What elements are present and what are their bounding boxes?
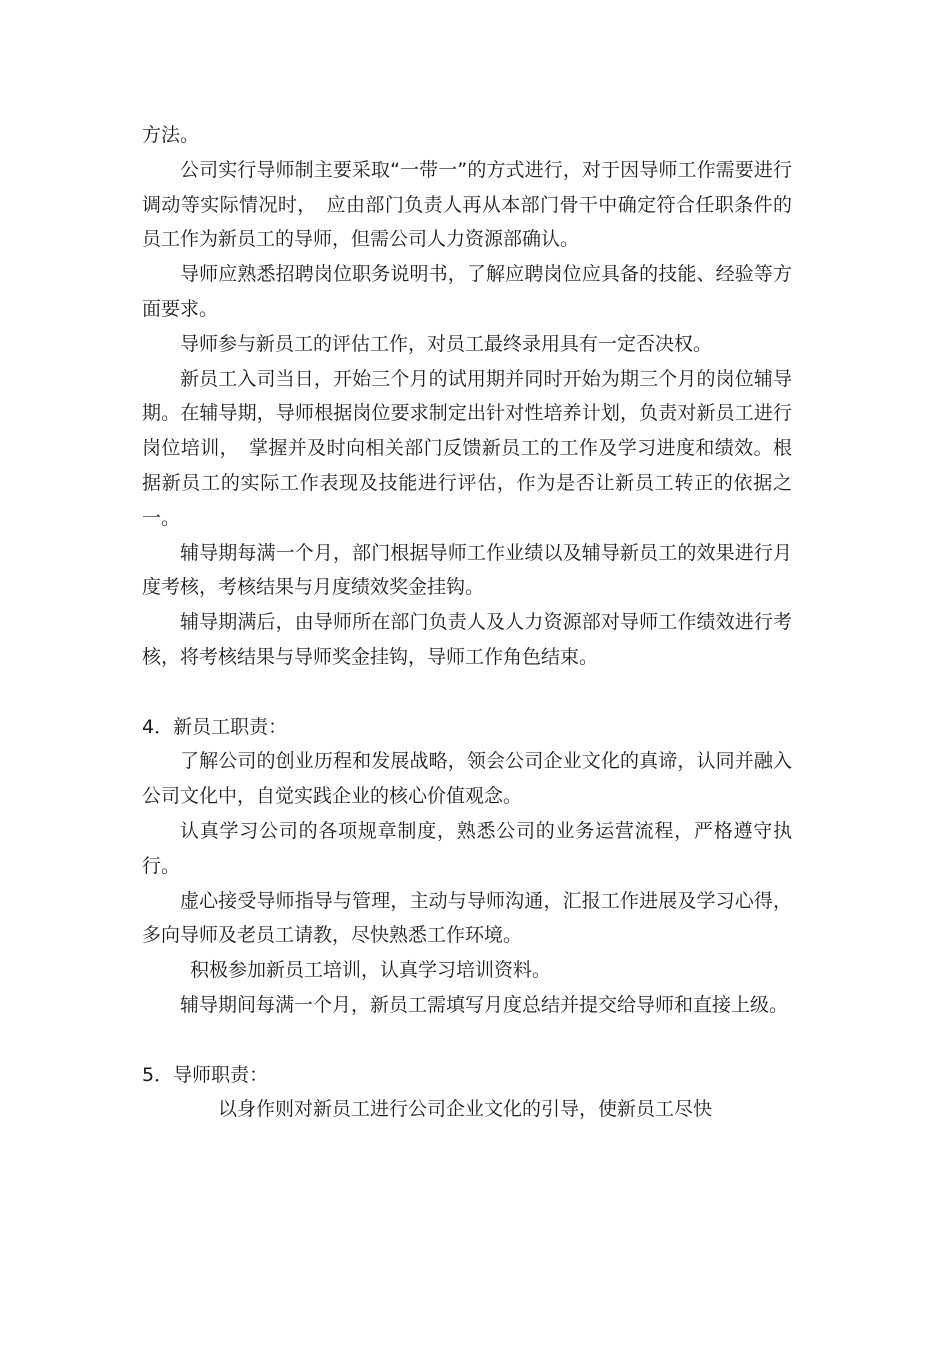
paragraph-culture: 了解公司的创业历程和发展战略，领会公司企业文化的真谛，认同并融入公司文化中，自觉实践企业的核心价值观念。 [142,750,792,808]
paragraph-monthly-summary: 辅导期间每满一个月，新员工需填写月度总结并提交给导师和直接上级。 [180,993,789,1016]
paragraph-continuation: 方法。 [142,124,200,146]
paragraph-final-assessment: 辅导期满后，由导师所在部门负责人及人力资源部对导师工作绩效进行考核，将考核结果与导师奖金挂钩，导师工作角色结束。 [142,611,792,668]
paragraph-mentor-knowledge: 导师应熟悉招聘岗位职务说明书，了解应聘岗位应具备的技能、经验等方面要求。 [142,263,792,320]
document-body [142,118,792,1127]
paragraph-monthly-assessment: 辅导期每满一个月，部门根据导师工作业绩以及辅导新员工的效果进行月度考核，考核结果与月度绩效奖金挂钩。 [142,541,792,599]
paragraph-mentor-system: 公司实行导师制主要采取“一带一”的方式进行，对于因导师工作需要进行调动等实际情况时， 应由部门负责人再从本部门骨干中确定符合任职条件的员工作为新员工的导师，但需公司人力资源部确认。 [142,158,792,251]
paragraph-training: 积极参加新员工培训，认真学习培训资料。 [190,959,552,982]
paragraph-mentor-evaluation: 导师参与新员工的评估工作，对员工最终录用具有一定否决权。 [180,332,713,355]
paragraph-lead-by-example: 以身作则对新员工进行公司企业文化的引导，使新员工尽快 [218,1098,713,1121]
section-heading-mentor-duties: 5．导师职责： [142,1063,269,1086]
paragraph-regulations: 认真学习公司的各项规章制度，熟悉公司的业务运营流程，严格遵守执行。 [142,819,792,877]
section-heading-new-employee-duties: 4．新员工职责： [142,715,288,738]
paragraph-probation: 新员工入司当日，开始三个月的试用期并同时开始为期三个月的岗位辅导期。在辅导期，导师根据岗位要求制定出针对性培养计划，负责对新员工进行岗位培训， 掌握并及时向相关部门反馈新员工的工作及学习进度和绩效。根据新员工的实际工作表现及技能进行评估，作为是否让新员工转正的依据之一。 [142,367,792,529]
paragraph-guidance: 虚心接受导师指导与管理，主动与导师沟通，汇报工作进展及学习心得，多向导师及老员工请教，尽快熟悉工作环境。 [142,889,792,947]
